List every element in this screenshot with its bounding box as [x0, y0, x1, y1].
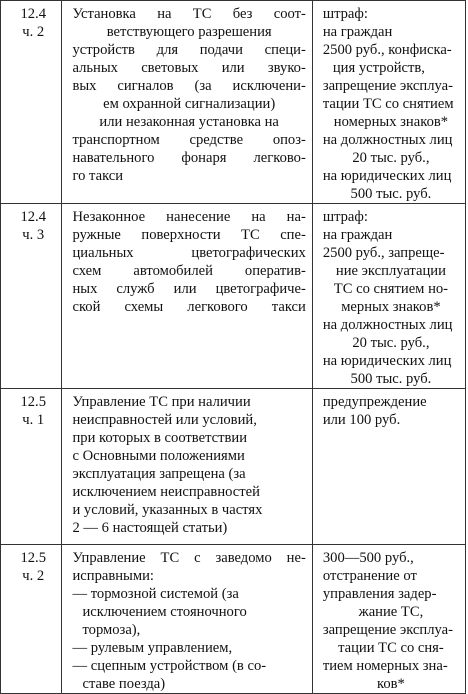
article-number: 12.4	[20, 6, 46, 22]
offense-line: Установка на ТС без соот-	[72, 6, 306, 22]
offense-line: го такси	[72, 168, 124, 184]
offense-line: транспортном средстве опоз-	[72, 132, 306, 148]
offense-line: эксплуатация запрещена (за	[72, 466, 246, 482]
penalty-line: мерных знаков*	[341, 299, 441, 315]
offense-line: ных служб или цветографиче-	[72, 281, 306, 297]
offense-line: ставе поезда)	[82, 676, 166, 692]
penalty-line: 20 тыс. руб.,	[352, 150, 430, 166]
penalty-line: 2500 руб., конфиска-	[322, 42, 452, 58]
offense-line: циальных цветографических	[72, 245, 306, 261]
offense-cell	[62, 389, 312, 545]
penalty-line: на должностных лиц	[322, 132, 453, 148]
penalty-line: на юридических лиц	[322, 353, 452, 369]
offense-line: при которых в соответствии	[72, 430, 248, 446]
penalty-line: 300—500 руб.,	[322, 550, 414, 566]
penalty-cell	[312, 389, 465, 545]
article-cell	[1, 545, 62, 694]
penalty-line: запрещение эксплуа-	[322, 78, 453, 94]
offense-line: 2 — 6 настоящей статьи)	[72, 520, 228, 536]
penalty-line: номерных знаков*	[333, 114, 449, 130]
offense-line: Управление ТС при наличии	[72, 394, 251, 410]
offense-line: или незаконная установка на	[99, 114, 279, 130]
penalty-line: на юридических лиц	[322, 168, 452, 184]
offense-line: — тормозной системой (за	[72, 586, 239, 602]
penalty-line: ТС со снятием но-	[333, 281, 449, 297]
offense-line: навательного фонаря легково-	[72, 150, 306, 166]
penalty-line: на граждан	[322, 227, 393, 243]
penalty-line: ние эксплуатации	[335, 263, 446, 279]
offense-line: исключением неисправностей	[72, 484, 260, 500]
penalty-cell	[312, 545, 465, 694]
penalty-line: штраф:	[322, 209, 368, 225]
penalty-cell	[312, 1, 465, 204]
penalty-line: тации ТС со снятием	[322, 96, 454, 112]
offense-line: и условий, указанных в частях	[72, 502, 263, 518]
offense-line: альных световых или звуко-	[72, 60, 306, 76]
penalty-line: 500 тыс. руб.	[350, 186, 432, 202]
offense-line: неисправностей или условий,	[72, 412, 257, 428]
offense-cell	[62, 1, 312, 204]
penalty-line: на должностных лиц	[322, 317, 453, 333]
offense-cell	[62, 204, 312, 389]
article-number: 12.4	[20, 209, 46, 225]
offense-line: ской схемы легкового такси	[72, 299, 306, 315]
offense-line: с Основными положениями	[72, 448, 245, 464]
penalty-line: штраф:	[322, 6, 368, 22]
article-part: ч. 2	[22, 568, 45, 584]
article-part: ч. 1	[22, 412, 45, 428]
offense-line: ружные поверхности ТС спе-	[72, 227, 306, 243]
article-cell	[1, 204, 62, 389]
penalty-line: 500 тыс. руб.	[350, 371, 432, 387]
penalty-line: на граждан	[322, 24, 393, 40]
penalty-line: 2500 руб., запреще-	[322, 245, 445, 261]
penalty-line: управления задер-	[322, 586, 437, 602]
offense-line: схем автомобилей оператив-	[72, 263, 306, 279]
article-number: 12.5	[20, 394, 46, 410]
penalty-line: тием номерных зна-	[322, 658, 448, 674]
offense-cell	[62, 545, 312, 694]
offense-line: тормоза),	[82, 622, 141, 638]
article-cell	[1, 1, 62, 204]
table-row	[1, 204, 466, 389]
offense-line: Незаконное нанесение на на-	[72, 209, 306, 225]
article-cell	[1, 389, 62, 545]
offense-line: ветствующего разрешения	[106, 24, 272, 40]
offense-line: исключением стояночного	[82, 604, 247, 620]
penalty-line: ция устройств,	[332, 60, 425, 76]
article-number: 12.5	[20, 550, 46, 566]
offense-line: — сцепным устройством (в со-	[72, 658, 267, 674]
table-row	[1, 389, 466, 545]
penalty-line: запрещение эксплуа-	[322, 622, 453, 638]
penalty-line: 20 тыс. руб.,	[352, 335, 430, 351]
offense-line: вых сигналов (за исключени-	[72, 78, 306, 94]
offense-line: — рулевым управлением,	[72, 640, 233, 656]
offense-line: Управление ТС с заведомо не-	[72, 550, 306, 566]
penalty-line: жание ТС,	[358, 604, 424, 620]
penalty-cell	[312, 204, 465, 389]
penalty-line: или 100 руб.	[322, 412, 401, 428]
article-part: ч. 2	[22, 24, 45, 40]
offense-line: исправными:	[72, 568, 154, 584]
article-part: ч. 3	[22, 227, 45, 243]
offense-line: устройств для подачи специ-	[72, 42, 306, 58]
penalty-line: ков*	[377, 676, 405, 692]
offense-line: ем охранной сигнализации)	[103, 96, 276, 112]
penalty-line: предупреждение	[322, 394, 427, 410]
penalty-line: тации ТС со сня-	[338, 640, 444, 656]
table-row	[1, 545, 466, 694]
penalty-line: отстранение от	[322, 568, 417, 584]
table-row	[1, 1, 466, 204]
